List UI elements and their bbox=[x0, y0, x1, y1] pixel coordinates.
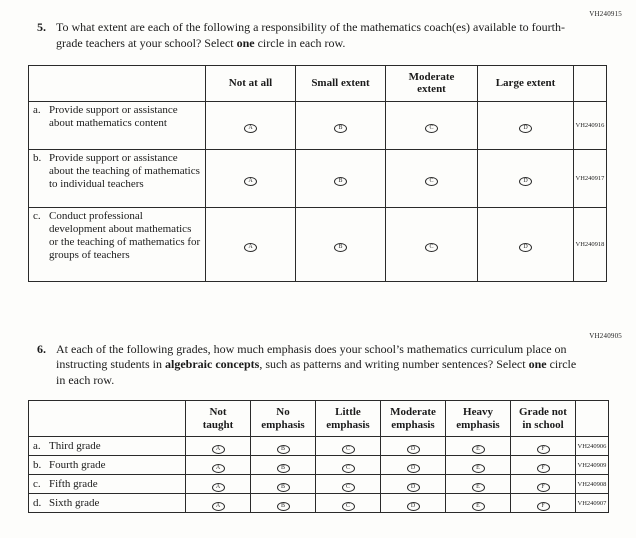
column-header-little-emphasis: Little emphasis bbox=[316, 401, 381, 437]
row-code: VH240917 bbox=[574, 149, 607, 207]
row-code: VH240908 bbox=[576, 475, 609, 494]
response-cell[interactable] bbox=[316, 456, 381, 475]
answer-circle[interactable]: D bbox=[407, 445, 420, 454]
question5-text-part2: circle in each row. bbox=[254, 35, 346, 50]
row-letter: d. bbox=[33, 496, 42, 509]
row-stem bbox=[29, 456, 186, 475]
response-cell[interactable] bbox=[511, 456, 576, 475]
question5-bold-word: one bbox=[236, 35, 255, 50]
response-cell[interactable] bbox=[446, 456, 511, 475]
row-letter: a. bbox=[33, 103, 41, 116]
answer-circle[interactable]: C bbox=[342, 445, 355, 454]
response-cell[interactable] bbox=[446, 437, 511, 456]
question6-bold-word: one bbox=[528, 357, 547, 372]
row-text: Third grade bbox=[49, 439, 101, 452]
row-stem bbox=[29, 475, 186, 494]
column-header-heavy-emphasis: Heavy emphasis bbox=[446, 401, 511, 437]
answer-circle[interactable]: F bbox=[537, 483, 550, 492]
response-cell[interactable] bbox=[446, 494, 511, 513]
table-row bbox=[29, 475, 609, 494]
response-cell[interactable] bbox=[381, 494, 446, 513]
column-header-moderate-emphasis: Moderate emphasis bbox=[381, 401, 446, 437]
answer-circle[interactable]: C bbox=[342, 502, 355, 511]
table-row bbox=[29, 437, 609, 456]
response-cell[interactable] bbox=[381, 475, 446, 494]
question6-text-part1: At each of the following grades, how much emphasis does your school’s mathematics curriculum place on instructing students in bbox=[56, 341, 567, 372]
response-cell[interactable] bbox=[186, 475, 251, 494]
empty-header-cell bbox=[29, 401, 186, 437]
answer-circle[interactable]: A bbox=[212, 483, 225, 492]
column-header-large-extent: Large extent bbox=[478, 65, 574, 101]
response-cell[interactable] bbox=[251, 456, 316, 475]
answer-circle[interactable]: C bbox=[425, 243, 438, 252]
row-stem bbox=[29, 207, 206, 281]
answer-circle[interactable]: B bbox=[277, 464, 290, 473]
answer-circle[interactable]: D bbox=[407, 464, 420, 473]
column-header-small-extent: Small extent bbox=[296, 65, 386, 101]
question6-number: 6. bbox=[37, 341, 46, 356]
answer-circle[interactable]: E bbox=[472, 445, 485, 454]
response-cell[interactable] bbox=[386, 149, 478, 207]
table-row bbox=[29, 456, 609, 475]
row-text: Fourth grade bbox=[49, 458, 106, 471]
table-row bbox=[29, 149, 607, 207]
question6-text-part2: , such as patterns and writing number sentences? Select bbox=[259, 357, 529, 372]
answer-circle[interactable]: A bbox=[244, 243, 257, 252]
column-header-not-taught: Not taught bbox=[186, 401, 251, 437]
answer-circle[interactable]: C bbox=[425, 124, 438, 133]
answer-circle[interactable]: D bbox=[407, 502, 420, 511]
row-letter: c. bbox=[33, 209, 41, 222]
column-header-grade-not-in-school: Grade not in school bbox=[511, 401, 576, 437]
answer-circle[interactable]: E bbox=[472, 502, 485, 511]
row-code: VH240909 bbox=[576, 456, 609, 475]
row-letter: b. bbox=[33, 151, 42, 164]
row-stem bbox=[29, 101, 206, 149]
answer-circle[interactable]: A bbox=[244, 177, 257, 186]
response-cell[interactable] bbox=[296, 207, 386, 281]
question5-item-code: VH240915 bbox=[589, 10, 622, 18]
answer-circle[interactable]: D bbox=[407, 483, 420, 492]
table-row bbox=[29, 494, 609, 513]
answer-circle[interactable]: B bbox=[277, 502, 290, 511]
question5-text bbox=[56, 20, 584, 52]
answer-circle[interactable]: D bbox=[519, 177, 532, 186]
response-cell[interactable] bbox=[206, 207, 296, 281]
table-row bbox=[29, 207, 607, 281]
question6-header-row bbox=[29, 401, 609, 437]
response-cell[interactable] bbox=[251, 475, 316, 494]
answer-circle[interactable]: B bbox=[277, 445, 290, 454]
row-text: Provide support or assistance about the teaching of mathematics to individual teachers bbox=[49, 151, 200, 190]
row-stem bbox=[29, 149, 206, 207]
answer-circle[interactable]: D bbox=[519, 243, 532, 252]
response-cell[interactable] bbox=[206, 101, 296, 149]
question6-item-code: VH240905 bbox=[589, 331, 622, 340]
answer-circle[interactable]: B bbox=[334, 243, 347, 252]
answer-circle[interactable]: F bbox=[537, 502, 550, 511]
row-letter: b. bbox=[33, 458, 42, 471]
response-cell[interactable] bbox=[478, 149, 574, 207]
question6-block bbox=[37, 342, 606, 389]
response-cell[interactable] bbox=[316, 437, 381, 456]
answer-circle[interactable]: C bbox=[342, 464, 355, 473]
answer-circle[interactable]: C bbox=[342, 483, 355, 492]
response-cell[interactable] bbox=[386, 101, 478, 149]
question5-text-part1: To what extent are each of the following a responsibility of the mathematics coach(es) available to fourth-grade teachers at your school? Select bbox=[56, 20, 565, 50]
question6-text-part3: circle in each row. bbox=[56, 357, 577, 388]
question5-table bbox=[28, 65, 607, 282]
response-cell[interactable] bbox=[251, 437, 316, 456]
response-cell[interactable] bbox=[316, 475, 381, 494]
response-cell[interactable] bbox=[446, 475, 511, 494]
question6-bold-phrase: algebraic concepts bbox=[165, 357, 260, 372]
response-cell[interactable] bbox=[206, 149, 296, 207]
response-cell[interactable] bbox=[511, 475, 576, 494]
answer-circle[interactable]: B bbox=[334, 177, 347, 186]
row-text: Provide support or assistance about mathematics content bbox=[49, 103, 178, 129]
row-code: VH240907 bbox=[576, 494, 609, 513]
answer-circle[interactable]: F bbox=[537, 445, 550, 454]
row-stem bbox=[29, 437, 186, 456]
response-cell[interactable] bbox=[478, 101, 574, 149]
answer-circle[interactable]: A bbox=[212, 445, 225, 454]
table-row bbox=[29, 101, 607, 149]
answer-circle[interactable]: A bbox=[244, 124, 257, 133]
row-text: Conduct professional development about mathematics or the teaching of mathematics for groups of teachers bbox=[49, 209, 201, 261]
row-text: Sixth grade bbox=[49, 496, 100, 509]
response-cell[interactable] bbox=[386, 207, 478, 281]
answer-circle[interactable]: A bbox=[212, 464, 225, 473]
row-code: VH240918 bbox=[574, 207, 607, 281]
question5-header-row bbox=[29, 65, 607, 101]
response-cell[interactable] bbox=[186, 456, 251, 475]
response-cell[interactable] bbox=[381, 456, 446, 475]
response-cell[interactable] bbox=[478, 207, 574, 281]
row-code: VH240916 bbox=[574, 101, 607, 149]
row-code: VH240906 bbox=[576, 437, 609, 456]
response-cell[interactable] bbox=[186, 494, 251, 513]
response-cell[interactable] bbox=[296, 101, 386, 149]
response-cell[interactable] bbox=[296, 149, 386, 207]
row-stem bbox=[29, 494, 186, 513]
empty-code-header-cell bbox=[576, 401, 609, 437]
response-cell[interactable] bbox=[316, 494, 381, 513]
answer-circle[interactable]: A bbox=[212, 502, 225, 511]
empty-code-header-cell bbox=[574, 65, 607, 101]
answer-circle[interactable]: E bbox=[472, 483, 485, 492]
question6-table bbox=[28, 400, 609, 513]
answer-circle[interactable]: F bbox=[537, 464, 550, 473]
response-cell[interactable] bbox=[251, 494, 316, 513]
response-cell[interactable] bbox=[186, 437, 251, 456]
answer-circle[interactable]: B bbox=[334, 124, 347, 133]
response-cell[interactable] bbox=[381, 437, 446, 456]
row-letter: a. bbox=[33, 439, 41, 452]
answer-circle[interactable]: D bbox=[519, 124, 532, 133]
empty-header-cell bbox=[29, 65, 206, 101]
question6-text bbox=[56, 342, 584, 389]
answer-circle[interactable]: E bbox=[472, 464, 485, 473]
row-text: Fifth grade bbox=[49, 477, 98, 490]
row-letter: c. bbox=[33, 477, 41, 490]
response-cell[interactable] bbox=[511, 437, 576, 456]
response-cell[interactable] bbox=[511, 494, 576, 513]
answer-circle[interactable]: C bbox=[425, 177, 438, 186]
answer-circle[interactable]: B bbox=[277, 483, 290, 492]
question5-number: 5. bbox=[37, 20, 46, 34]
column-header-moderate-extent: Moderate extent bbox=[386, 65, 478, 101]
question5-block bbox=[37, 20, 606, 52]
column-header-no-emphasis: No emphasis bbox=[251, 401, 316, 437]
column-header-not-at-all: Not at all bbox=[206, 65, 296, 101]
